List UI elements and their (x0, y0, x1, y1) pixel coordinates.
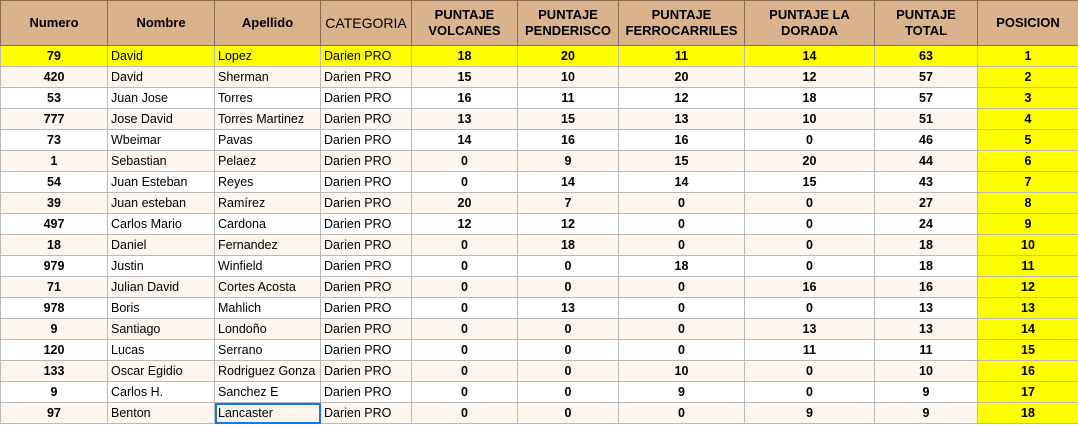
header-penderisco-line1: PUNTAJE (538, 7, 598, 22)
cell-dorada[interactable]: 0 (745, 214, 875, 235)
cell-numero[interactable]: 79 (1, 46, 108, 67)
cell-ferro[interactable]: 20 (619, 67, 745, 88)
cell-volcanes[interactable]: 0 (412, 298, 518, 319)
cell-volcanes[interactable]: 0 (412, 172, 518, 193)
cell-total[interactable]: 18 (875, 235, 978, 256)
header-numero-label: Numero (29, 15, 79, 30)
cell-posicion[interactable]: 6 (978, 151, 1078, 172)
cell-numero[interactable]: 53 (1, 88, 108, 109)
cell-ferro[interactable]: 0 (619, 340, 745, 361)
cell-volcanes[interactable]: 18 (412, 46, 518, 67)
cell-posicion[interactable]: 1 (978, 46, 1078, 67)
cell-apellido[interactable]: Ramírez (215, 193, 321, 214)
header-nombre[interactable] (108, 1, 215, 46)
cell-volcanes[interactable]: 0 (412, 277, 518, 298)
table-row (1, 256, 1078, 277)
cell-posicion[interactable]: 9 (978, 214, 1078, 235)
header-volcanes[interactable] (412, 1, 518, 46)
cell-nombre[interactable]: Julian David (108, 277, 215, 298)
cell-penderisco[interactable]: 0 (518, 277, 619, 298)
cell-categoria[interactable]: Darien PRO (321, 298, 412, 319)
cell-categoria[interactable]: Darien PRO (321, 214, 412, 235)
cell-penderisco[interactable]: 0 (518, 403, 619, 424)
cell-dorada[interactable]: 0 (745, 298, 875, 319)
cell-numero[interactable]: 97 (1, 403, 108, 424)
cell-numero[interactable]: 18 (1, 235, 108, 256)
cell-apellido[interactable]: Londoño (215, 319, 321, 340)
cell-categoria[interactable]: Darien PRO (321, 340, 412, 361)
cell-volcanes[interactable]: 15 (412, 67, 518, 88)
cell-dorada[interactable]: 0 (745, 256, 875, 277)
cell-nombre[interactable]: Lucas (108, 340, 215, 361)
cell-penderisco[interactable]: 0 (518, 319, 619, 340)
cell-posicion[interactable]: 3 (978, 88, 1078, 109)
cell-nombre[interactable]: David (108, 67, 215, 88)
cell-ferro[interactable]: 11 (619, 46, 745, 67)
table-row (1, 298, 1078, 319)
cell-penderisco[interactable]: 7 (518, 193, 619, 214)
header-apellido[interactable] (215, 1, 321, 46)
cell-dorada[interactable]: 16 (745, 277, 875, 298)
cell-penderisco[interactable]: 18 (518, 235, 619, 256)
cell-total[interactable]: 9 (875, 403, 978, 424)
cell-penderisco[interactable]: 11 (518, 88, 619, 109)
header-posicion-label: POSICION (996, 15, 1060, 30)
cell-categoria[interactable]: Darien PRO (321, 172, 412, 193)
header-total-line1: PUNTAJE (896, 7, 956, 22)
cell-volcanes[interactable]: 0 (412, 235, 518, 256)
header-dorada-line2: DORADA (780, 23, 839, 38)
table-row (1, 235, 1078, 256)
cell-ferro[interactable]: 13 (619, 109, 745, 130)
cell-penderisco[interactable]: 0 (518, 382, 619, 403)
cell-ferro[interactable]: 15 (619, 151, 745, 172)
cell-dorada[interactable]: 0 (745, 235, 875, 256)
cell-penderisco[interactable]: 20 (518, 46, 619, 67)
cell-dorada[interactable]: 0 (745, 361, 875, 382)
table-row (1, 109, 1078, 130)
cell-numero[interactable]: 54 (1, 172, 108, 193)
cell-dorada[interactable]: 0 (745, 382, 875, 403)
header-dorada-line1: PUNTAJE LA (769, 7, 850, 22)
cell-penderisco[interactable]: 9 (518, 151, 619, 172)
cell-nombre[interactable]: Juan Jose (108, 88, 215, 109)
cell-total[interactable]: 57 (875, 67, 978, 88)
cell-ferro[interactable]: 0 (619, 277, 745, 298)
cell-posicion[interactable]: 8 (978, 193, 1078, 214)
cell-volcanes[interactable]: 0 (412, 403, 518, 424)
cell-categoria[interactable]: Darien PRO (321, 88, 412, 109)
cell-nombre[interactable]: Sebastian (108, 151, 215, 172)
cell-numero[interactable]: 39 (1, 193, 108, 214)
cell-posicion[interactable]: 16 (978, 361, 1078, 382)
cell-total[interactable]: 13 (875, 298, 978, 319)
cell-total[interactable]: 10 (875, 361, 978, 382)
cell-nombre[interactable]: David (108, 46, 215, 67)
cell-dorada[interactable]: 18 (745, 88, 875, 109)
cell-categoria[interactable]: Darien PRO (321, 151, 412, 172)
table-row (1, 151, 1078, 172)
table-row (1, 46, 1078, 67)
header-numero[interactable] (1, 1, 108, 46)
cell-posicion[interactable]: 10 (978, 235, 1078, 256)
cell-nombre[interactable]: Juan Esteban (108, 172, 215, 193)
cell-ferro[interactable]: 14 (619, 172, 745, 193)
table-row (1, 361, 1078, 382)
cell-posicion[interactable]: 14 (978, 319, 1078, 340)
cell-total[interactable]: 13 (875, 319, 978, 340)
cell-categoria[interactable]: Darien PRO (321, 256, 412, 277)
cell-posicion[interactable]: 4 (978, 109, 1078, 130)
cell-nombre[interactable]: Santiago (108, 319, 215, 340)
cell-total[interactable]: 43 (875, 172, 978, 193)
cell-penderisco[interactable]: 13 (518, 298, 619, 319)
cell-apellido[interactable]: Cortes Acosta (215, 277, 321, 298)
cell-total[interactable]: 18 (875, 256, 978, 277)
cell-penderisco[interactable]: 0 (518, 340, 619, 361)
table-row (1, 130, 1078, 151)
cell-nombre[interactable]: Juan esteban (108, 193, 215, 214)
cell-posicion[interactable]: 18 (978, 403, 1078, 424)
cell-numero[interactable]: 777 (1, 109, 108, 130)
cell-categoria[interactable]: Darien PRO (321, 46, 412, 67)
cell-categoria[interactable]: Darien PRO (321, 67, 412, 88)
cell-apellido[interactable]: Fernandez (215, 235, 321, 256)
header-ferrocarriles-line1: PUNTAJE (651, 7, 712, 22)
cell-dorada[interactable]: 10 (745, 109, 875, 130)
cell-apellido[interactable]: Lancaster (215, 403, 321, 424)
cell-dorada[interactable]: 0 (745, 193, 875, 214)
cell-apellido[interactable]: Torres (215, 88, 321, 109)
cell-apellido[interactable]: Pavas (215, 130, 321, 151)
header-ferrocarriles[interactable] (619, 1, 745, 46)
cell-volcanes[interactable]: 0 (412, 151, 518, 172)
cell-numero[interactable]: 9 (1, 319, 108, 340)
table-row (1, 340, 1078, 361)
header-nombre-label: Nombre (136, 15, 186, 30)
cell-dorada[interactable]: 0 (745, 130, 875, 151)
cell-numero[interactable]: 979 (1, 256, 108, 277)
header-row (1, 1, 1078, 46)
cell-ferro[interactable]: 10 (619, 361, 745, 382)
cell-numero[interactable]: 420 (1, 67, 108, 88)
cell-categoria[interactable]: Darien PRO (321, 277, 412, 298)
cell-nombre[interactable]: Carlos H. (108, 382, 215, 403)
cell-volcanes[interactable]: 0 (412, 256, 518, 277)
header-posicion[interactable] (978, 1, 1078, 46)
cell-posicion[interactable]: 12 (978, 277, 1078, 298)
cell-apellido[interactable]: Rodriguez Gonza (215, 361, 321, 382)
header-total-line2: TOTAL (904, 23, 948, 38)
cell-ferro[interactable]: 16 (619, 130, 745, 151)
header-penderisco-line2: PENDERISCO (525, 23, 611, 38)
table-row (1, 67, 1078, 88)
header-penderisco[interactable] (518, 1, 619, 46)
cell-nombre[interactable]: Justin (108, 256, 215, 277)
cell-numero[interactable]: 133 (1, 361, 108, 382)
cell-posicion[interactable]: 5 (978, 130, 1078, 151)
table-row (1, 214, 1078, 235)
cell-numero[interactable]: 497 (1, 214, 108, 235)
cell-categoria[interactable]: Darien PRO (321, 382, 412, 403)
cell-penderisco[interactable]: 16 (518, 130, 619, 151)
cell-nombre[interactable]: Wbeimar (108, 130, 215, 151)
cell-dorada[interactable]: 12 (745, 67, 875, 88)
cell-total[interactable]: 44 (875, 151, 978, 172)
cell-nombre[interactable]: Boris (108, 298, 215, 319)
cell-categoria[interactable]: Darien PRO (321, 235, 412, 256)
cell-ferro[interactable]: 0 (619, 214, 745, 235)
cell-posicion[interactable]: 15 (978, 340, 1078, 361)
header-ferrocarriles-line2: FERROCARRILES (625, 23, 738, 38)
cell-total[interactable]: 16 (875, 277, 978, 298)
cell-apellido[interactable]: Serrano (215, 340, 321, 361)
cell-penderisco[interactable]: 0 (518, 361, 619, 382)
cell-categoria[interactable]: Darien PRO (321, 109, 412, 130)
header-total[interactable] (875, 1, 978, 46)
cell-total[interactable]: 51 (875, 109, 978, 130)
cell-categoria[interactable]: Darien PRO (321, 193, 412, 214)
table-row (1, 403, 1078, 424)
cell-numero[interactable]: 9 (1, 382, 108, 403)
header-categoria-label: CATEGORIA (325, 15, 407, 31)
cell-nombre[interactable]: Daniel (108, 235, 215, 256)
cell-apellido[interactable]: Winfield (215, 256, 321, 277)
table-row (1, 88, 1078, 109)
header-volcanes-line1: PUNTAJE (434, 7, 495, 22)
header-apellido-label: Apellido (241, 15, 294, 30)
cell-nombre[interactable]: Jose David (108, 109, 215, 130)
cell-volcanes[interactable]: 14 (412, 130, 518, 151)
cell-volcanes[interactable]: 20 (412, 193, 518, 214)
cell-penderisco[interactable]: 0 (518, 256, 619, 277)
cell-posicion[interactable]: 13 (978, 298, 1078, 319)
cell-apellido[interactable]: Reyes (215, 172, 321, 193)
cell-penderisco[interactable]: 14 (518, 172, 619, 193)
cell-ferro[interactable]: 9 (619, 382, 745, 403)
table-row (1, 172, 1078, 193)
cell-total[interactable]: 57 (875, 88, 978, 109)
table-row (1, 382, 1078, 403)
cell-apellido[interactable]: Sherman (215, 67, 321, 88)
cell-total[interactable]: 46 (875, 130, 978, 151)
cell-dorada[interactable]: 20 (745, 151, 875, 172)
cell-volcanes[interactable]: 13 (412, 109, 518, 130)
header-dorada[interactable] (745, 1, 875, 46)
cell-apellido[interactable]: Pelaez (215, 151, 321, 172)
cell-ferro[interactable]: 0 (619, 235, 745, 256)
table-row (1, 277, 1078, 298)
cell-volcanes[interactable]: 0 (412, 361, 518, 382)
cell-total[interactable]: 24 (875, 214, 978, 235)
cell-volcanes[interactable]: 0 (412, 382, 518, 403)
cell-categoria[interactable]: Darien PRO (321, 130, 412, 151)
cell-volcanes[interactable]: 16 (412, 88, 518, 109)
cell-ferro[interactable]: 0 (619, 298, 745, 319)
results-body (1, 46, 1078, 424)
cell-numero[interactable]: 120 (1, 340, 108, 361)
cell-nombre[interactable]: Oscar Egidio (108, 361, 215, 382)
cell-numero[interactable]: 71 (1, 277, 108, 298)
cell-numero[interactable]: 1 (1, 151, 108, 172)
cell-total[interactable]: 27 (875, 193, 978, 214)
cell-penderisco[interactable]: 10 (518, 67, 619, 88)
cell-total[interactable]: 11 (875, 340, 978, 361)
table-row (1, 193, 1078, 214)
cell-posicion[interactable]: 11 (978, 256, 1078, 277)
cell-numero[interactable]: 978 (1, 298, 108, 319)
cell-apellido[interactable]: Torres Martinez (215, 109, 321, 130)
cell-categoria[interactable]: Darien PRO (321, 403, 412, 424)
cell-total[interactable]: 9 (875, 382, 978, 403)
cell-apellido[interactable]: Mahlich (215, 298, 321, 319)
cell-ferro[interactable]: 0 (619, 403, 745, 424)
cell-volcanes[interactable]: 0 (412, 340, 518, 361)
cell-categoria[interactable]: Darien PRO (321, 361, 412, 382)
cell-dorada[interactable]: 15 (745, 172, 875, 193)
cell-apellido[interactable]: Cardona (215, 214, 321, 235)
cell-dorada[interactable]: 14 (745, 46, 875, 67)
cell-ferro[interactable]: 18 (619, 256, 745, 277)
cell-posicion[interactable]: 7 (978, 172, 1078, 193)
cell-penderisco[interactable]: 15 (518, 109, 619, 130)
header-volcanes-line2: VOLCANES (428, 23, 501, 38)
cell-numero[interactable]: 73 (1, 130, 108, 151)
cell-ferro[interactable]: 0 (619, 193, 745, 214)
table-row (1, 319, 1078, 340)
cell-dorada[interactable]: 13 (745, 319, 875, 340)
cell-total[interactable]: 63 (875, 46, 978, 67)
cell-penderisco[interactable]: 12 (518, 214, 619, 235)
cell-posicion[interactable]: 17 (978, 382, 1078, 403)
cell-ferro[interactable]: 12 (619, 88, 745, 109)
cell-nombre[interactable]: Carlos Mario (108, 214, 215, 235)
cell-apellido[interactable]: Lopez (215, 46, 321, 67)
cell-apellido[interactable]: Sanchez E (215, 382, 321, 403)
cell-nombre[interactable]: Benton (108, 403, 215, 424)
cell-volcanes[interactable]: 0 (412, 319, 518, 340)
cell-volcanes[interactable]: 12 (412, 214, 518, 235)
cell-dorada[interactable]: 11 (745, 340, 875, 361)
header-categoria[interactable] (321, 1, 412, 46)
cell-ferro[interactable]: 0 (619, 319, 745, 340)
cell-dorada[interactable]: 9 (745, 403, 875, 424)
cell-posicion[interactable]: 2 (978, 67, 1078, 88)
cell-categoria[interactable]: Darien PRO (321, 319, 412, 340)
